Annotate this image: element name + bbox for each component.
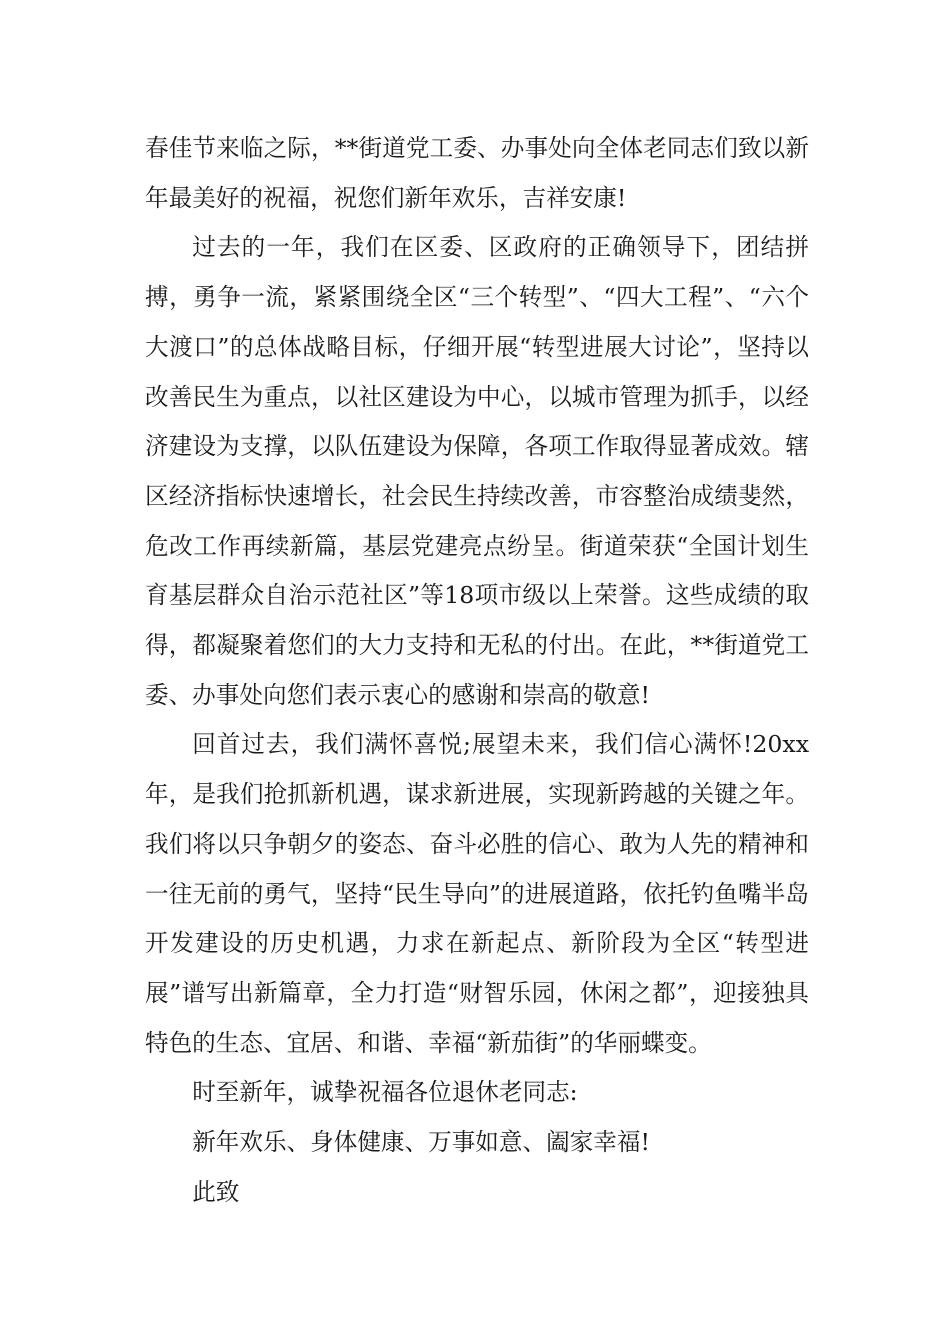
paragraph-new-year-wishes-intro: 时至新年，诚挚祝福各位退休老同志: (192, 1078, 578, 1107)
paragraph-outlook: 回首过去，我们满怀喜悦;展望未来，我们信心满怀!20xx年，是我们抢抓新机遇，谋求新进展，实现新跨越的关键之年。我们将以只争朝夕的姿态、奋斗必胜的信心、敢为人先的精神和一往无前的勇气，坚持“民生导向”的进展道路，依托钓鱼嘴半岛开发建设的历史机遇，力求在新起点、新阶段为全区“转型进展”谱写出新篇章，全力打造“财智乐园，休闲之都”，迎接独具特色的生态、宜居、和谐、幸福“新茄街”的华丽蝶变。 (145, 730, 809, 1057)
paragraph-closing: 此致 (192, 1177, 240, 1206)
paragraph-past-year: 过去的一年，我们在区委、区政府的正确领导下，团结拼搏，勇争一流，紧紧围绕全区“三个转型”、“四大工程”、“六个大渡口”的总体战略目标，仔细开展“转型进展大讨论”，坚持以改善民生为重点，以社区建设为中心，以城市管理为抓手，以经济建设为支撑，以队伍建设为保障，各项工作取得显著成效。辖区经济指标快速增长，社会民生持续改善，市容整治成绩斐然，危改工作再续新篇，基层党建亮点纷呈。街道荣获“全国计划生育基层群众自治示范社区”等18项市级以上荣誉。这些成绩的取得，都凝聚着您们的大力支持和无私的付出。在此，**街道党工委、办事处向您们表示衷心的感谢和崇高的敬意! (145, 233, 809, 709)
paragraph-greeting-continuation: 春佳节来临之际，**街道党工委、办事处向全体老同志们致以新年最美好的祝福，祝您们新年欢乐，吉祥安康! (145, 134, 809, 212)
paragraph-new-year-wishes: 新年欢乐、身体健康、万事如意、阖家幸福! (192, 1128, 650, 1157)
letter-body (145, 124, 809, 1217)
